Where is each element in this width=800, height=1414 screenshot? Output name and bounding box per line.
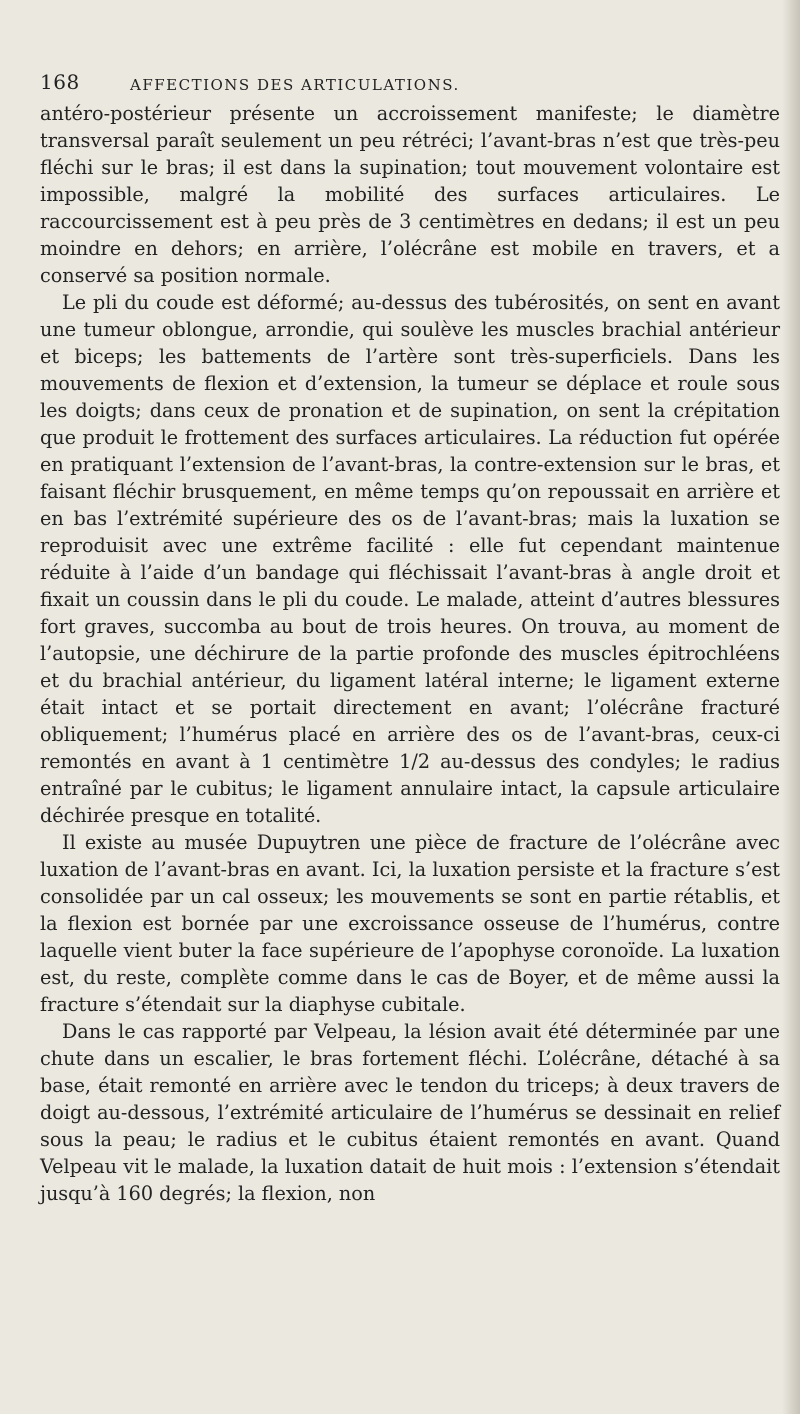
paragraph: Le pli du coude est déformé; au-dessus des tubérosités, on sent en avant une tumeur oblongue, arrondie, qui soulève les muscles brachial antérieur et biceps; les battements de l’artère sont très-superficiels. Dans les mouvements de flexion et d’extension, la tumeur se déplace et roule sous les doigts; dans ceux de pronation et de supination, on sent la crépitation que produit le frottement des surfaces articulaires. La réduction fut opérée en pratiquant l’extension de l’avant-bras, la contre-extension sur le bras, et faisant fléchir brusquement, en même temps qu’on repoussait en arrière et en bas l’extrémité supérieure des os de l’avant-bras; mais la luxation se reproduisit avec une extrême facilité : elle fut cependant maintenue réduite à l’aide d’un bandage qui fléchissait l’avant-bras à angle droit et fixait un coussin dans le pli du coude. Le malade, atteint d’autres blessures fort graves, succomba au bout de trois heures. On trouva, au moment de l’autopsie, une déchirure de la partie profonde des muscles épitrochléens et du brachial antérieur, du ligament latéral interne; le ligament externe était intact et se portait directement en avant; l’olécrâne fracturé obliquement; l’humérus placé en arrière des os de l’avant-bras, ceux-ci remontés en avant à 1 centimètre 1/2 au-dessus des condyles; le radius entraîné par le cubitus; le ligament annulaire intact, la capsule articulaire déchirée presque en totalité. (40, 291, 780, 827)
page-edge-shadow (782, 0, 800, 1414)
paragraph: Il existe au musée Dupuytren une pièce de fracture de l’olécrâne avec luxation de l’avant-bras en avant. Ici, la luxation persiste et la fracture s’est consolidée par un cal osseux; les mouvements se sont en partie rétablis, et la flexion est bornée par une excroissance osseuse de l’humérus, contre laquelle vient buter la face supérieure de l’apophyse coronoïde. La luxation est, du reste, complète comme dans le cas de Boyer, et de même aussi la fracture s’étendait sur la diaphyse cubitale. (40, 831, 780, 1016)
page-header (40, 70, 780, 100)
paragraph: Dans le cas rapporté par Velpeau, la lésion avait été déterminée par une chute dans un escalier, le bras fortement fléchi. L’olécrâne, détaché à sa base, était remonté en arrière avec le tendon du triceps; à deux travers de doigt au-dessous, l’extrémité articulaire de l’humérus se dessinait en relief sous la peau; le radius et le cubitus étaient remontés en avant. Quand Velpeau vit le malade, la luxation datait de huit mois : l’extension s’étendait jusqu’à 160 degrés; la flexion, non (40, 1020, 780, 1205)
body-text (40, 100, 780, 1207)
running-head: AFFECTIONS DES ARTICULATIONS. (130, 76, 460, 94)
page-number: 168 (40, 70, 80, 94)
paragraph: antéro-postérieur présente un accroissement manifeste; le diamètre transversal paraît seulement un peu rétréci; l’avant-bras n’est que très-peu fléchi sur le bras; il est dans la supination; tout mouvement volontaire est impossible, malgré la mobilité des surfaces articulaires. Le raccourcissement est à peu près de 3 centimètres en dedans; il est un peu moindre en dehors; en arrière, l’olécrâne est mobile en travers, et a conservé sa position normale. (40, 102, 780, 287)
